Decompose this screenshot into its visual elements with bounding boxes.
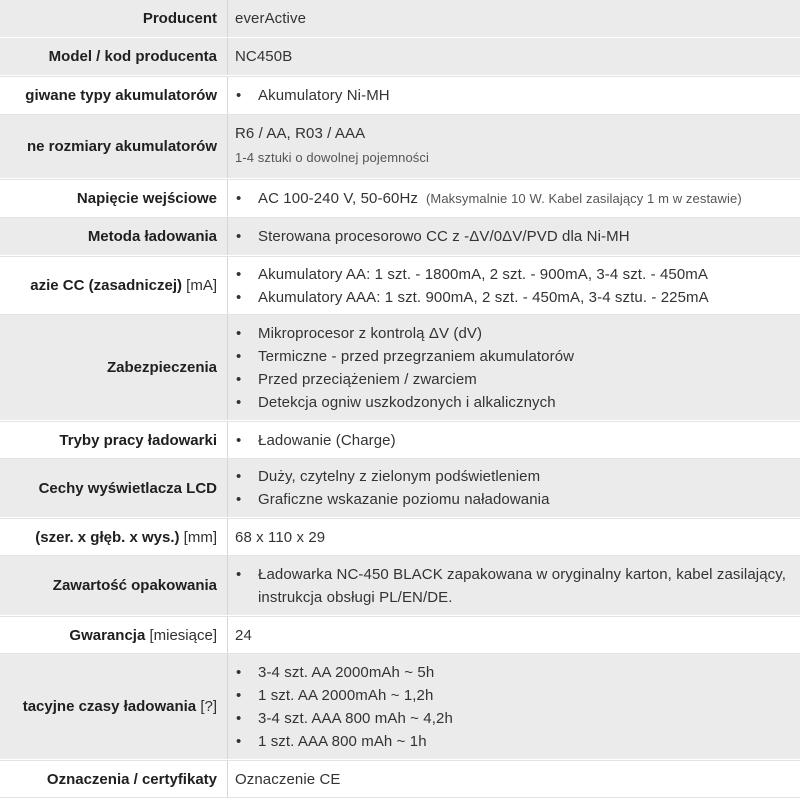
spec-label bbox=[0, 77, 228, 114]
spec-label-text: Model / kod producenta bbox=[48, 48, 217, 65]
spec-value bbox=[228, 0, 800, 37]
spec-label bbox=[0, 315, 228, 420]
spec-label-text: Cechy wyświetlacza LCD bbox=[38, 479, 217, 497]
spec-value-bullet: • Ładowanie (Charge) bbox=[235, 429, 800, 452]
spec-value bbox=[228, 180, 800, 217]
spec-label bbox=[0, 556, 228, 615]
spec-label bbox=[0, 0, 228, 37]
spec-value bbox=[228, 617, 800, 653]
spec-label-unit: [?] bbox=[200, 698, 217, 715]
spec-label-text: Tryby pracy ładowarki bbox=[59, 431, 217, 449]
spec-value-text: AC 100-240 V, 50-60Hz bbox=[258, 190, 418, 207]
spec-row-operating-modes bbox=[0, 421, 800, 459]
spec-value bbox=[228, 556, 800, 615]
spec-row-producent bbox=[0, 0, 800, 38]
spec-label bbox=[0, 761, 228, 797]
spec-label-text: giwane typy akumulatorów bbox=[25, 87, 217, 104]
spec-value-line: 1-4 sztuki o dowolnej pojemności bbox=[235, 150, 429, 165]
spec-row-cc-current bbox=[0, 256, 800, 315]
spec-value-bullet: • Sterowana procesorowo CC z -ΔV/0ΔV/PVD dla Ni-MH bbox=[235, 225, 800, 248]
spec-value bbox=[228, 654, 800, 759]
spec-label-text: ne rozmiary akumulatorów bbox=[26, 138, 217, 155]
spec-label-text: tacyjne czasy ładowania bbox=[22, 698, 197, 715]
spec-row-package-contents bbox=[0, 556, 800, 616]
spec-label bbox=[0, 115, 228, 178]
spec-row-protections bbox=[0, 315, 800, 421]
spec-label-text: Gwarancja bbox=[69, 626, 146, 644]
spec-value-bullet: • Akumulatory Ni-MH bbox=[235, 84, 800, 107]
spec-label bbox=[0, 519, 228, 555]
spec-label-text: (szer. x głęb. x wys.) bbox=[35, 528, 180, 546]
spec-value-line: 68 x 110 x 29 bbox=[235, 528, 326, 546]
spec-value bbox=[228, 459, 800, 517]
spec-row-charging-method bbox=[0, 218, 800, 256]
spec-value bbox=[228, 38, 800, 75]
spec-row-model bbox=[0, 38, 800, 76]
spec-value-bullet: • Graficzne wskazanie poziomu naładowania bbox=[235, 488, 800, 511]
spec-value-note: (Maksymalnie 10 W. Kabel zasilający 1 m w zestawie) bbox=[425, 191, 742, 206]
spec-value-bullet: • Mikroprocesor z kontrolą ΔV (dV) bbox=[235, 322, 800, 345]
spec-value-bullet: • 3-4 szt. AA 2000mAh ~ 5h bbox=[235, 661, 800, 684]
spec-value-line: instrukcja obsługi PL/EN/DE. bbox=[258, 588, 453, 606]
spec-label-unit: [mA] bbox=[186, 277, 217, 294]
spec-value-bullet: • Duży, czytelny z zielonym podświetleniem bbox=[235, 465, 800, 488]
spec-value bbox=[228, 761, 800, 797]
spec-value-bullet bbox=[235, 187, 800, 210]
spec-label-unit: [miesiące] bbox=[149, 626, 217, 644]
spec-label bbox=[0, 180, 228, 217]
spec-row-battery-sizes bbox=[0, 115, 800, 179]
spec-value bbox=[228, 77, 800, 114]
spec-value-line: 24 bbox=[235, 626, 252, 644]
spec-label bbox=[0, 38, 228, 75]
spec-value-bullet: • Akumulatory AAA: 1 szt. 900mA, 2 szt. - 450mA, 3-4 sztu. - 225mA bbox=[235, 286, 800, 309]
spec-label bbox=[0, 218, 228, 255]
spec-row-charging-times bbox=[0, 654, 800, 760]
spec-label bbox=[0, 422, 228, 458]
spec-value bbox=[228, 422, 800, 458]
spec-value-bullet: • Przed przeciążeniem / zwarciem bbox=[235, 368, 800, 391]
spec-label-text: Zawartość opakowania bbox=[52, 577, 217, 594]
spec-label-unit: [mm] bbox=[183, 528, 217, 546]
spec-row-certificates bbox=[0, 760, 800, 798]
spec-value-line: NC450B bbox=[235, 48, 293, 65]
spec-label-text: Producent bbox=[142, 10, 217, 27]
spec-label-text: azie CC (zasadniczej) bbox=[30, 277, 182, 294]
spec-value-bullet: • 1 szt. AAA 800 mAh ~ 1h bbox=[235, 730, 800, 753]
spec-label bbox=[0, 459, 228, 517]
spec-row-warranty bbox=[0, 616, 800, 654]
spec-label-text: Napięcie wejściowe bbox=[76, 190, 217, 207]
spec-value-line: R6 / AA, R03 / AAA bbox=[235, 125, 366, 142]
spec-value-bullet: • Detekcja ogniw uszkodzonych i alkalicznych bbox=[235, 391, 800, 414]
spec-value-bullet: • 1 szt. AA 2000mAh ~ 1,2h bbox=[235, 684, 800, 707]
spec-value-bullet: • Termiczne - przed przegrzaniem akumulatorów bbox=[235, 345, 800, 368]
spec-value-line: everActive bbox=[235, 10, 307, 27]
spec-label-text: Metoda ładowania bbox=[87, 228, 217, 245]
spec-label bbox=[0, 257, 228, 314]
spec-value-bullet: • Akumulatory AA: 1 szt. - 1800mA, 2 szt. - 900mA, 3-4 szt. - 450mA bbox=[235, 263, 800, 286]
spec-value bbox=[228, 257, 800, 314]
spec-row-battery-types bbox=[0, 76, 800, 115]
spec-value bbox=[228, 115, 800, 178]
spec-row-lcd-features bbox=[0, 459, 800, 518]
spec-row-dimensions bbox=[0, 518, 800, 556]
spec-value-line: Oznaczenie CE bbox=[235, 770, 341, 788]
spec-row-input-voltage bbox=[0, 179, 800, 218]
spec-label bbox=[0, 654, 228, 759]
spec-value-bullet: • 3-4 szt. AAA 800 mAh ~ 4,2h bbox=[235, 707, 800, 730]
spec-value-bullet: • Ładowarka NC-450 BLACK zapakowana w oryginalny karton, kabel zasilający, bbox=[235, 563, 800, 586]
spec-label-text: Oznaczenia / certyfikaty bbox=[46, 770, 217, 788]
spec-label bbox=[0, 617, 228, 653]
spec-value bbox=[228, 519, 800, 555]
spec-value bbox=[228, 315, 800, 420]
spec-value bbox=[228, 218, 800, 255]
spec-label-text: Zabezpieczenia bbox=[106, 359, 217, 376]
